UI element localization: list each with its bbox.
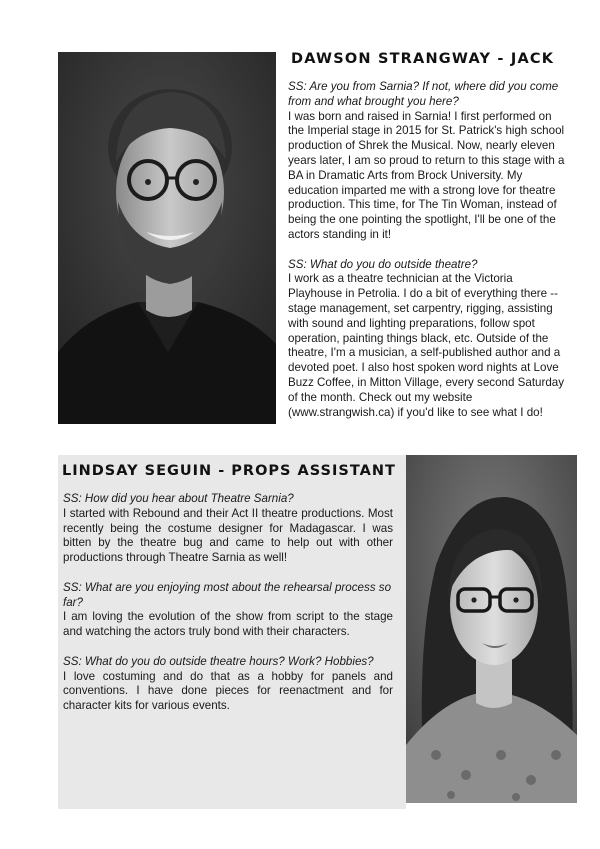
- lindsay-answer-1: I started with Rebound and their Act II theatre productions. Most recently being the costume designer for Madagascar. I was bitten by the theatre bug and came to help out with other productions through Theatre Sarnia as well!: [63, 506, 393, 565]
- dawson-portrait-image: [58, 52, 276, 424]
- lindsay-question-1: SS: How did you hear about Theatre Sarnia?: [63, 492, 294, 505]
- dawson-name-heading: DAWSON STRANGWAY - JACK: [291, 51, 555, 67]
- dawson-question-1: SS: Are you from Sarnia? If not, where did you come from and what brought you here?: [288, 80, 559, 108]
- lindsay-photo: [406, 455, 577, 803]
- lindsay-answer-3: I love costuming and do that as a hobby for panels and conventions. I have done pieces for reenactment and for character kits for various events.: [63, 669, 393, 713]
- dawson-answer-2: I work as a theatre technician at the Victoria Playhouse in Petrolia. I do a bit of everything there -- stage management, set carpentry, rigging, assisting with sound and lighting preparations, follow spot operation, painting things black, etc. Outside of the theatre, I'm a musician, a self-published author and a devoted poet. I also host spoken word nights at Love Buzz Coffee, in Mitton Village, every second Saturday of the month. Check out my website (www.strangwish.ca) if you'd like to see what I do!: [288, 272, 565, 419]
- lindsay-question-3: SS: What do you do outside theatre hours? Work? Hobbies?: [63, 654, 374, 668]
- dawson-answer-1: I was born and raised in Sarnia! I first performed on the Imperial stage in 2015 for St. Patrick's high school production of Shrek the Musical. Now, nearly eleven years later, I am so proud to return to this stage with a BA in Dramatic Arts from Brock University. My education imparted me with a strong love for theatre production. This time, for The Tin Woman, instead of being the one pointing the spotlight, I'll be one of the actors standing in it!: [288, 109, 565, 241]
- dawson-photo: [58, 52, 276, 424]
- lindsay-portrait-image: [406, 455, 577, 803]
- lindsay-bio: [63, 492, 393, 714]
- lindsay-answer-2: I am loving the evolution of the show from script to the stage and watching the actors truly bond with their characters.: [63, 610, 393, 639]
- dawson-question-2: SS: What do you do outside theatre?: [288, 257, 478, 271]
- lindsay-question-2: SS: What are you enjoying most about the rehearsal process so far?: [63, 580, 392, 609]
- dawson-bio: [288, 80, 570, 420]
- lindsay-name-heading: LINDSAY SEGUIN - PROPS ASSISTANT: [62, 463, 396, 479]
